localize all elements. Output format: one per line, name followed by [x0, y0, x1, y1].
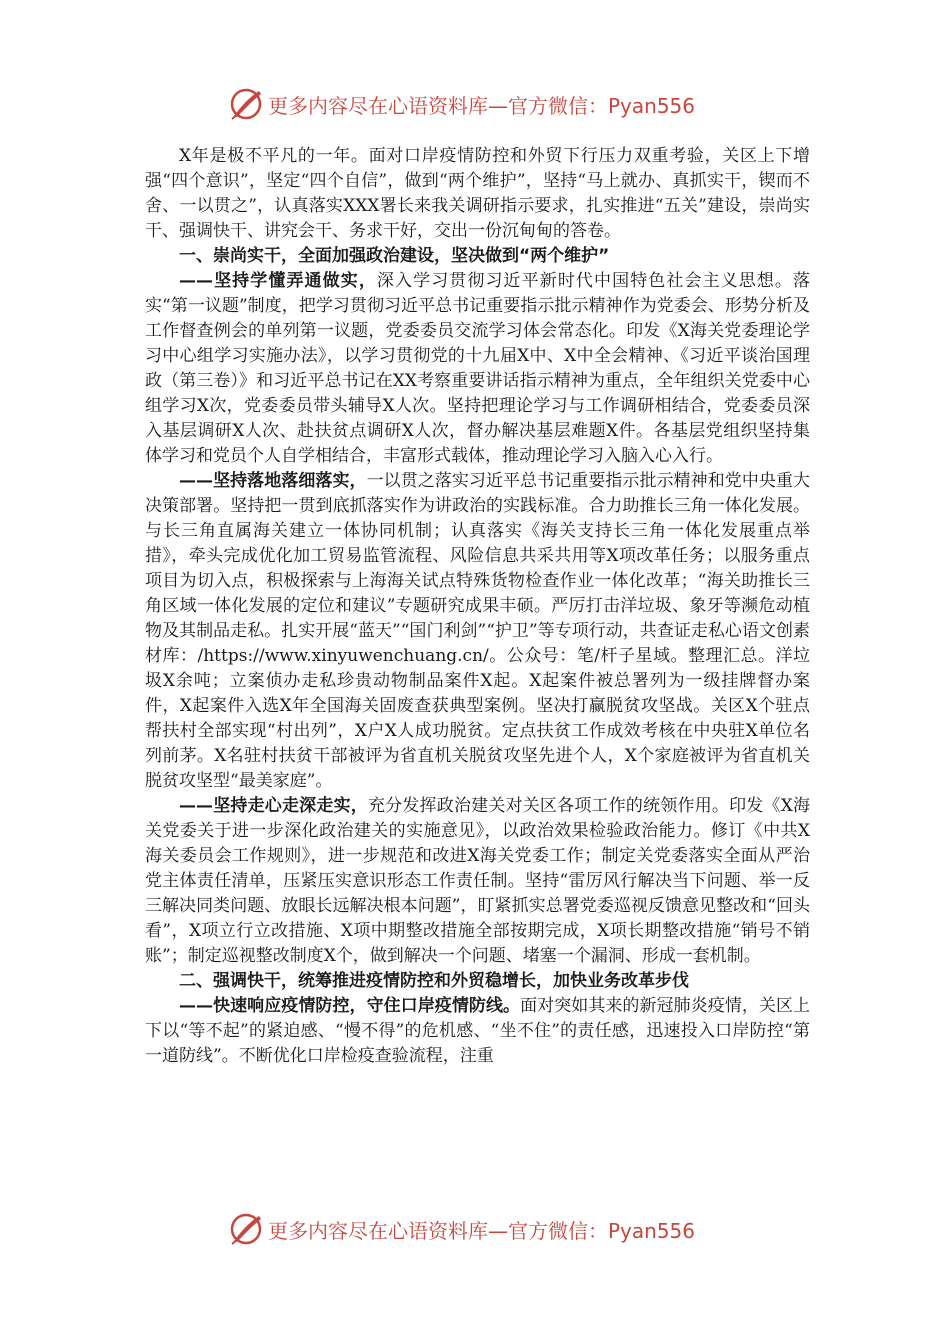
- paragraph-text: 深入学习贯彻习近平新时代中国特色社会主义思想。落实“第一议题”制度，把学习贯彻习近平总书记重要指示批示精神作为党委会、形势分析及工作督查例会的单列第一议题，党委委员交流学习体会常态化。印发《X海关党委理论学习中心组学习实施办法》，以学习贯彻党的十九届X中、X中全会精神、《习近平谈治国理政（第三卷）》和习近平总书记在XX考察重要讲话指示精神为重点，全年组织关党委中心组学习X次，党委委员带头辅导X人次。坚持把理论学习与工作调研相结合，党委委员深入基层调研X人次、赴扶贫点调研X人次，督办解决基层难题X件。各基层党组织坚持集体学习和党员个人自学相结合，丰富形式载体，推动理论学习入脑入心入行。: [145, 271, 811, 466]
- paragraph-lead: ——坚持落地落细落实，: [179, 471, 367, 491]
- paragraph-lead: ——坚持走心走深走实，: [179, 796, 368, 816]
- paragraph-lead: ——坚持学懂弄通做实，: [179, 271, 377, 291]
- section-heading-2: 二、强调快干，统筹推进疫情防控和外贸稳增长，加快业务改革步伐: [179, 971, 689, 991]
- banner-text: 更多内容尽在心语资料库—官方微信：Pyan556: [268, 1218, 696, 1243]
- section-heading-1: 一、崇尚实干，全面加强政治建设，坚决做到“两个维护”: [179, 246, 610, 266]
- paragraph-intro: [145, 144, 810, 244]
- paragraph-text: 充分发挥政治建关对关区各项工作的统领作用。印发《X海关党委关于进一步深化政治建关的实施意见》，以政治效果检验政治能力。修订《中共X海关委员会工作规则》，进一步规范和改进X海关党委工作；制定关党委落实全面从严治党主体责任清单，压紧压实意识形态工作责任制。坚持“雷厉风行解决当下问题、举一反三解决同类问题、放眼长远解决根本问题”，盯紧抓实总署党委巡视反馈意见整改和“回头看”，X项立行立改措施、X项中期整改措施全部按期完成，X项长期整改措施“销号不销账”；制定巡视整改制度X个，做到解决一个问题、堵塞一个漏洞、形成一套机制。: [145, 796, 810, 966]
- document-body: [145, 144, 810, 1069]
- paragraph-text: X年是极不平凡的一年。面对口岸疫情防控和外贸下行压力双重考验，关区上下增强“四个意识”，坚定“四个自信”，做到“两个维护”，坚持“马上就办、真抓实干，锲而不舍、一以贯之”，认真落实XXX署长来我关调研指示要求，扎实推进“五关”建设，崇尚实干、强调快干、讲究会干、务求干好，交出一份沉甸甸的答卷。: [145, 146, 810, 241]
- pen-writing-icon: [228, 1211, 264, 1247]
- paragraph-text: 一以贯之落实习近平总书记重要指示批示精神和党中央重大决策部署。坚持把一贯到底抓落实作为讲政治的实践标准。合力助推长三角一体化发展。与长三角直属海关建立一体协同机制；认真落实《海关支持长三角一体化发展重点举措》，牵头完成优化加工贸易监管流程、风险信息共采共用等X项改革任务；以服务重点项目为切入点，积极探索与上海海关试点特殊货物检查作业一体化改革；“海关助推长三角区域一体化发展的定位和建议”专题研究成果丰硕。严厉打击洋垃圾、象牙等濒危动植物及其制品走私。扎实开展“蓝天”“国门利剑”“护卫”等专项行动，共查证走私心语文创素材库：/https://www.xinyuwenchuang.cn/。公众号：笔/杆子星域。整理汇总。洋垃圾X余吨；立案侦办走私珍贵动物制品案件X起。X起案件被总署列为一级挂牌督办案件，X起案件入选X年全国海关固废查获典型案例。坚决打赢脱贫攻坚战。关区X个驻点帮扶村全部实现“村出列”，X户X人成功脱贫。定点扶贫工作成效考核在中央驻X单位名列前茅。X名驻村扶贫干部被评为省直机关脱贫攻坚先进个人，X个家庭被评为省直机关脱贫攻坚型“最美家庭”。: [145, 471, 811, 791]
- paragraph-lead: ——快速响应疫情防控，守住口岸疫情防线。: [179, 996, 521, 1016]
- paragraph-epidemic: [145, 994, 810, 1069]
- footer-banner: [228, 1209, 728, 1249]
- banner-text: 更多内容尽在心语资料库—官方微信：Pyan556: [268, 93, 696, 118]
- header-banner: [228, 84, 728, 124]
- pen-writing-icon: [228, 86, 264, 122]
- paragraph-study: [145, 269, 810, 469]
- paragraph-text: 面对突如其来的新冠肺炎疫情，关区上下以“等不起”的紧迫感、“慢不得”的危机感、“坐不住”的责任感，迅速投入口岸防控“第一道防线”。不断优化口岸检疫查验流程，注重: [145, 996, 811, 1066]
- paragraph-implementation: [145, 469, 810, 794]
- paragraph-political: [145, 794, 810, 969]
